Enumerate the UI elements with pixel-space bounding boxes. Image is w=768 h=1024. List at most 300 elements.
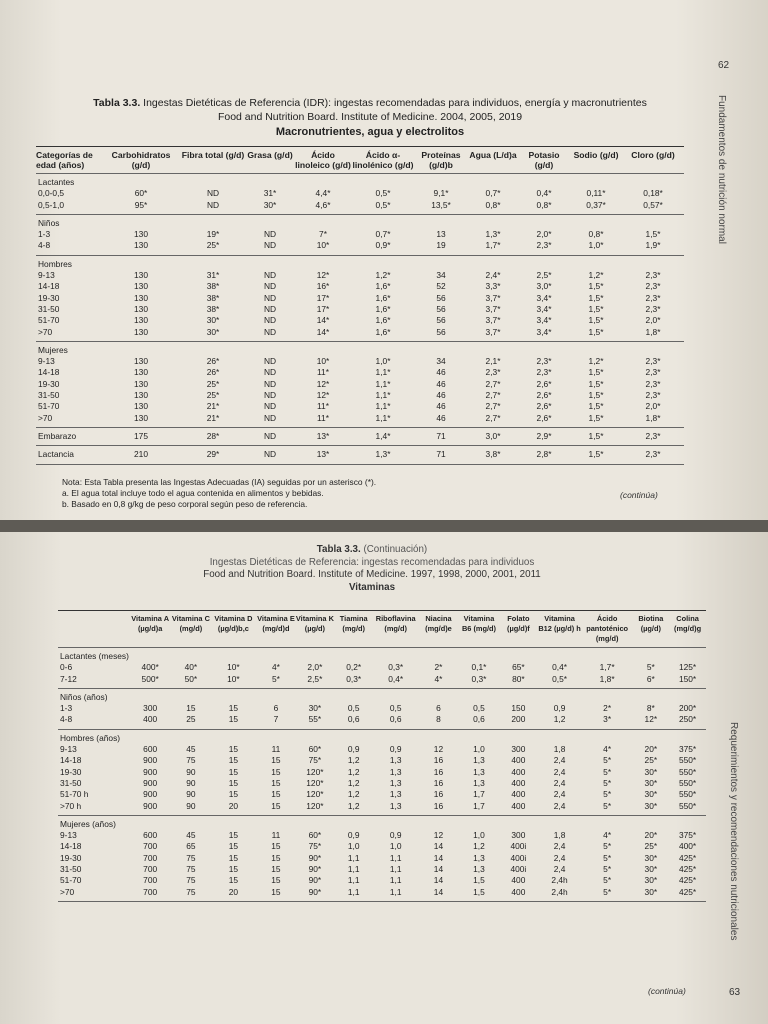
row-label: 1-3 bbox=[38, 229, 51, 240]
table-cell: 19 bbox=[436, 240, 446, 251]
group-label: Hombres bbox=[38, 258, 72, 269]
table-cell: 46 bbox=[436, 412, 446, 423]
table-cell: 2,0* bbox=[536, 229, 552, 240]
table-cell: 11* bbox=[317, 401, 329, 412]
table-notes bbox=[62, 477, 376, 510]
table-cell: 15 bbox=[228, 789, 239, 800]
table-cell: 2,4 bbox=[553, 852, 566, 863]
table-cell: 15 bbox=[271, 766, 281, 777]
table-cell: 1,8* bbox=[645, 412, 661, 423]
table-cell: 0,9 bbox=[347, 830, 360, 841]
table-cell: 0,18* bbox=[643, 188, 663, 199]
column-header: Potasio (g/d) bbox=[528, 150, 560, 170]
table-cell: 55* bbox=[308, 714, 322, 725]
table-cell: 2,3* bbox=[645, 303, 661, 314]
table-cell: ND bbox=[263, 270, 277, 281]
table-row bbox=[58, 688, 706, 729]
row-label: 4-8 bbox=[38, 240, 51, 251]
table-cell: 20 bbox=[228, 800, 239, 811]
column-header: Carbohidratos (g/d) bbox=[111, 150, 171, 170]
table-cell: 3,4* bbox=[536, 315, 552, 326]
table-cell: 16 bbox=[433, 800, 444, 811]
table-cell: 1,3 bbox=[473, 864, 485, 875]
table-cell: 1,8* bbox=[645, 326, 661, 337]
table-cell: 1,0 bbox=[347, 841, 360, 852]
table-row bbox=[58, 815, 706, 901]
table-cell: 11 bbox=[271, 744, 281, 755]
table-cell: ND bbox=[263, 412, 277, 423]
table-cell: 0,8* bbox=[485, 199, 501, 210]
table-cell: 13* bbox=[316, 449, 330, 460]
continued-label: (continúa) bbox=[620, 490, 658, 500]
table-cell: 6 bbox=[273, 703, 279, 714]
row-label: 19-30 bbox=[38, 378, 60, 389]
vitamin-table bbox=[58, 610, 706, 902]
group-label: Lactantes (meses) bbox=[60, 651, 129, 661]
table-cell: 250* bbox=[678, 714, 697, 725]
table-cell: 15 bbox=[271, 864, 281, 875]
table-row bbox=[36, 446, 684, 464]
table-cell: 30* bbox=[206, 326, 220, 337]
table-cell: 120* bbox=[306, 800, 324, 811]
table-cell: 20* bbox=[644, 744, 658, 755]
table-caption bbox=[20, 96, 720, 124]
table-cell: 1,1* bbox=[375, 367, 391, 378]
table-cell: 1,2 bbox=[347, 755, 360, 766]
table-cell: 0,5 bbox=[473, 703, 485, 714]
table-cell: 8* bbox=[646, 703, 655, 714]
table-cell: 25* bbox=[206, 240, 220, 251]
note-a: a. El agua total incluye todo el agua contenida en alimentos y bebidas. bbox=[62, 488, 324, 498]
group-label: Hombres (años) bbox=[60, 732, 121, 743]
table-cell: 90* bbox=[308, 852, 322, 863]
table-cell: 425* bbox=[678, 852, 697, 863]
table-cell: 2,1* bbox=[485, 356, 501, 367]
table-cell: 75 bbox=[186, 864, 196, 875]
table-cell: 30* bbox=[644, 875, 658, 886]
table-row bbox=[36, 214, 684, 255]
table-cell: 400i bbox=[510, 864, 527, 875]
table-cell: 1,8* bbox=[599, 673, 615, 684]
table-cell: 90* bbox=[308, 864, 322, 875]
row-label: 14-18 bbox=[60, 841, 82, 852]
table-cell: 1,1 bbox=[389, 864, 402, 875]
row-label: 1-3 bbox=[60, 703, 73, 714]
table-cell: 1,4* bbox=[375, 430, 391, 441]
table-cell: 550* bbox=[678, 789, 697, 800]
table-cell: 2,3* bbox=[485, 367, 501, 378]
table-cell: 10* bbox=[227, 673, 240, 684]
table-cell: 130 bbox=[134, 303, 148, 314]
table-cell: 0,3* bbox=[388, 662, 404, 673]
table-cell: 1,3 bbox=[389, 755, 402, 766]
table-cell: 0,4* bbox=[536, 188, 552, 199]
table-cell: 1,1 bbox=[389, 875, 402, 886]
table-cell: 15 bbox=[186, 703, 196, 714]
row-label: >70 bbox=[38, 412, 53, 423]
table-cell: 90 bbox=[186, 777, 196, 788]
table-cell: 90* bbox=[308, 875, 322, 886]
table-cell: ND bbox=[263, 240, 277, 251]
table-cell: 6* bbox=[646, 673, 655, 684]
table-cell: 1,6* bbox=[375, 292, 391, 303]
table-cell: 3,7* bbox=[485, 292, 501, 303]
group-label: Niños bbox=[38, 217, 60, 228]
table-cell: 14 bbox=[433, 864, 444, 875]
table-cell: 2,6* bbox=[536, 401, 552, 412]
table-cell: 1,3 bbox=[389, 766, 402, 777]
page-63 bbox=[0, 532, 768, 1024]
table-cell: ND bbox=[263, 303, 277, 314]
column-header: Grasa (g/d) bbox=[247, 150, 293, 160]
table-cell: 1,7* bbox=[485, 240, 501, 251]
row-label: 19-30 bbox=[60, 766, 82, 777]
table-cell: 4,6* bbox=[315, 199, 331, 210]
table-cell: 65 bbox=[186, 841, 196, 852]
table-cell: 2,3* bbox=[645, 356, 661, 367]
table-cell: 1,5* bbox=[588, 315, 604, 326]
group-label: Lactancia bbox=[38, 449, 74, 460]
table-cell: 20* bbox=[644, 830, 658, 841]
table-cell: 26* bbox=[206, 356, 220, 367]
table-cell: 900 bbox=[143, 755, 158, 766]
table-cell: 5* bbox=[603, 800, 612, 811]
running-head: Requerimientos y recomendaciones nutricionales bbox=[728, 722, 739, 941]
table-cell: 0,9 bbox=[347, 744, 360, 755]
table-cell: 130 bbox=[134, 229, 148, 240]
table-cell: 0,4* bbox=[388, 673, 404, 684]
table-cell: 1,2 bbox=[347, 766, 360, 777]
table-cell: 0,9 bbox=[389, 744, 402, 755]
table-cell: 1,1* bbox=[375, 378, 391, 389]
column-header: Ácido pantoténico (mg/d) bbox=[586, 614, 629, 643]
table-cell: 2,0* bbox=[645, 315, 661, 326]
table-cell: 30* bbox=[644, 766, 658, 777]
table-cell: 12 bbox=[433, 830, 444, 841]
table-cell: ND bbox=[206, 199, 220, 210]
table-cell: 2,7* bbox=[485, 401, 501, 412]
table-cell: 300 bbox=[143, 703, 158, 714]
table-cell: 1,5 bbox=[473, 875, 485, 886]
table-cell: 56 bbox=[436, 292, 446, 303]
table-cell: 2,7* bbox=[485, 378, 501, 389]
table-cell: 75* bbox=[308, 841, 322, 852]
table-cell: 1,1* bbox=[375, 412, 391, 423]
table-cell: 2,0* bbox=[645, 401, 661, 412]
table-cell: 375* bbox=[678, 830, 697, 841]
table-cell: 425* bbox=[678, 875, 697, 886]
column-header: Proteínas (g/d)b bbox=[421, 150, 461, 170]
table-cell: 2,4 bbox=[553, 800, 566, 811]
table-cell: 200 bbox=[511, 714, 526, 725]
table-cell: 900 bbox=[143, 800, 158, 811]
table-cell: 1,2* bbox=[588, 356, 604, 367]
row-label: 7-12 bbox=[60, 673, 77, 684]
table-cell: 0,7* bbox=[375, 229, 391, 240]
table-cell: 25* bbox=[206, 378, 220, 389]
table-cell: 0,5* bbox=[375, 188, 391, 199]
table-cell: 130 bbox=[134, 401, 148, 412]
table-cell: 12* bbox=[316, 270, 330, 281]
table-cell: ND bbox=[263, 449, 277, 460]
column-header bbox=[58, 611, 129, 648]
table-cell: 0,3* bbox=[471, 673, 487, 684]
table-cell: 2,4 bbox=[553, 766, 566, 777]
table-cell: 3,3* bbox=[485, 281, 501, 292]
table-cell: 45 bbox=[186, 744, 196, 755]
running-head: Fundamentos de nutrición normal bbox=[716, 95, 727, 244]
row-label: 51-70 bbox=[60, 875, 82, 886]
table-cell: ND bbox=[263, 229, 277, 240]
table-cell: ND bbox=[263, 326, 277, 337]
table-cell: 1,2* bbox=[375, 270, 391, 281]
table-cell: 500* bbox=[141, 673, 159, 684]
row-label: 0,0-0,5 bbox=[38, 188, 65, 199]
table-cell: 130 bbox=[134, 292, 148, 303]
caption-line1: Ingestas Dietéticas de Referencia (IDR): ingestas recomendadas para individuos, energía y macronutrientes bbox=[143, 97, 647, 109]
table-cell: 15 bbox=[228, 714, 239, 725]
table-cell: 29* bbox=[206, 449, 220, 460]
column-header: Ácido linoleico (g/d) bbox=[295, 150, 351, 170]
table-cell: 38* bbox=[206, 303, 220, 314]
table-cell: 4* bbox=[434, 673, 443, 684]
row-label: 14-18 bbox=[38, 367, 60, 378]
table-cell: 2,3* bbox=[536, 240, 552, 251]
table-cell: 130 bbox=[134, 367, 148, 378]
table-cell: 25* bbox=[644, 755, 658, 766]
table-cell: 2,5* bbox=[307, 673, 323, 684]
table-cell: 75 bbox=[186, 755, 196, 766]
table-cell: 1,6* bbox=[375, 315, 391, 326]
table-cell: 550* bbox=[678, 800, 697, 811]
row-label: 31-50 bbox=[38, 303, 60, 314]
table-cell: 14 bbox=[433, 886, 444, 897]
table-cell: 1,9* bbox=[645, 240, 661, 251]
table-cell: 1,3* bbox=[485, 229, 501, 240]
table-cell: 45 bbox=[186, 830, 196, 841]
table-cell: 120* bbox=[306, 777, 324, 788]
table-cell: 400 bbox=[511, 886, 526, 897]
table-cell: 400 bbox=[511, 800, 526, 811]
table-cell: 1,0 bbox=[473, 830, 485, 841]
column-header: Sodio (g/d) bbox=[573, 150, 619, 160]
table-cell: 15 bbox=[271, 800, 281, 811]
table-cell: 1,3 bbox=[389, 789, 402, 800]
table-cell: ND bbox=[263, 281, 277, 292]
row-label: 19-30 bbox=[60, 852, 82, 863]
row-label: 9-13 bbox=[60, 744, 77, 755]
table-cell: 30* bbox=[263, 199, 277, 210]
row-label: 0-6 bbox=[60, 662, 73, 673]
table-cell: 16 bbox=[433, 755, 444, 766]
table-cell: 425* bbox=[678, 886, 697, 897]
table-cell: 4* bbox=[271, 662, 280, 673]
table-cell: 15 bbox=[271, 886, 281, 897]
row-label: >70 h bbox=[60, 800, 82, 811]
table-cell: 2* bbox=[434, 662, 443, 673]
table-cell: 90 bbox=[186, 789, 196, 800]
table-cell: 2* bbox=[603, 703, 612, 714]
table-cell: 2,6* bbox=[536, 378, 552, 389]
table-cell: 52 bbox=[436, 281, 446, 292]
table-cell: ND bbox=[263, 390, 277, 401]
table-cell: 2,6* bbox=[536, 412, 552, 423]
table-cell: 130 bbox=[134, 281, 148, 292]
table-cell: 1,7* bbox=[599, 662, 615, 673]
table-cell: 1,1* bbox=[375, 390, 391, 401]
table-cell: 1,7 bbox=[473, 800, 485, 811]
table-cell: 14 bbox=[433, 852, 444, 863]
table-cell: 130 bbox=[134, 390, 148, 401]
table-cell: 1,3 bbox=[389, 800, 402, 811]
table-cell: 50* bbox=[184, 673, 198, 684]
table-cell: ND bbox=[263, 401, 277, 412]
table-cell: 7* bbox=[319, 229, 327, 240]
table-cell: 16* bbox=[316, 281, 330, 292]
table-cell: 0,9 bbox=[553, 703, 566, 714]
table-cell: 0,7* bbox=[485, 188, 501, 199]
table-cell: 80* bbox=[512, 673, 525, 684]
column-header: Colina (mg/d)g bbox=[674, 614, 702, 633]
table-cell: 15 bbox=[228, 777, 239, 788]
table-cell: 5* bbox=[603, 789, 612, 800]
table-cell: ND bbox=[263, 315, 277, 326]
table-cell: 0,5 bbox=[347, 703, 360, 714]
table-cell: 1,3 bbox=[473, 755, 485, 766]
table-cell: ND bbox=[263, 430, 277, 441]
table-cell: 17* bbox=[316, 303, 330, 314]
table-cell: 900 bbox=[143, 789, 158, 800]
column-header: Folato (µg/d)f bbox=[507, 614, 530, 633]
table-cell: 75 bbox=[186, 852, 196, 863]
table-cell: 0,5* bbox=[375, 199, 391, 210]
table-cell: 1,0 bbox=[389, 841, 402, 852]
table-cell: 1,6* bbox=[375, 326, 391, 337]
page-number: 63 bbox=[729, 987, 741, 998]
table-cell: 1,5* bbox=[588, 401, 604, 412]
table-cell: 2,4 bbox=[553, 841, 566, 852]
column-header: Vitamina D (µg/d)b,c bbox=[214, 614, 253, 633]
column-header: Cloro (g/d) bbox=[631, 150, 675, 160]
table-cell: 130 bbox=[134, 270, 148, 281]
column-header: Agua (L/d)a bbox=[469, 150, 517, 160]
table-cell: 300 bbox=[511, 830, 526, 841]
table-cell: 12 bbox=[433, 744, 444, 755]
table-cell: 1,1 bbox=[347, 875, 360, 886]
table-cell: 200* bbox=[678, 703, 697, 714]
table-cell: 1,3 bbox=[473, 852, 485, 863]
table-cell: 6 bbox=[436, 703, 441, 714]
table-cell: 2,3* bbox=[536, 367, 552, 378]
table-cell: 0,6 bbox=[389, 714, 402, 725]
table-cell: 400i bbox=[510, 841, 527, 852]
table-cell: 11 bbox=[271, 830, 281, 841]
table-cell: 3,8* bbox=[485, 449, 501, 460]
table-cell: 0,1* bbox=[471, 662, 487, 673]
row-label: 51-70 bbox=[38, 315, 60, 326]
table-cell: 300 bbox=[511, 744, 526, 755]
column-header: Niacina (mg/d)e bbox=[425, 614, 452, 633]
row-label: 19-30 bbox=[38, 292, 60, 303]
table-cell: 700 bbox=[143, 875, 158, 886]
table-cell: 3,4* bbox=[536, 326, 552, 337]
table-cell: 700 bbox=[143, 886, 158, 897]
table-cell: 0,6 bbox=[473, 714, 485, 725]
note-ia: Nota: Esta Tabla presenta las Ingestas Adecuadas (IA) seguidas por un asterisco (*). bbox=[62, 477, 377, 487]
row-label: 31-50 bbox=[38, 390, 60, 401]
table-cell: 2,3* bbox=[645, 270, 661, 281]
table-cell: 0,57* bbox=[643, 199, 663, 210]
table-cell: 1,3 bbox=[389, 777, 402, 788]
table-cell: 1,3* bbox=[375, 449, 391, 460]
table-cell: 400 bbox=[511, 777, 526, 788]
table-cell: 15 bbox=[228, 755, 239, 766]
column-header: Ácido α-linolénico (g/d) bbox=[352, 150, 414, 170]
table-cell: 11* bbox=[317, 367, 329, 378]
row-label: 14-18 bbox=[38, 281, 60, 292]
table-cell: 120* bbox=[306, 789, 324, 800]
table-cell: 3,4* bbox=[536, 303, 552, 314]
table-cell: 30* bbox=[644, 864, 658, 875]
table-cell: 2,3* bbox=[645, 449, 661, 460]
column-header: Vitamina A (µg/d)a bbox=[131, 614, 170, 633]
table-cell: 46 bbox=[436, 390, 446, 401]
table-cell: 1,5* bbox=[588, 378, 604, 389]
table-cell: 21* bbox=[206, 412, 220, 423]
caption-label: Tabla 3.3. bbox=[93, 97, 141, 109]
table-cell: 15 bbox=[271, 789, 281, 800]
table-cell: 425* bbox=[678, 864, 697, 875]
table-cell: 90 bbox=[186, 766, 196, 777]
table-cell: 400 bbox=[511, 875, 526, 886]
table-cell: 1,0* bbox=[588, 240, 604, 251]
table-cell: 130 bbox=[134, 412, 148, 423]
table-cell: 31* bbox=[263, 188, 277, 199]
table-cell: 2,3* bbox=[645, 292, 661, 303]
table-cell: 26* bbox=[206, 367, 220, 378]
group-label: Mujeres bbox=[38, 344, 68, 355]
table-cell: 5* bbox=[603, 886, 612, 897]
column-header: Biotina (µg/d) bbox=[638, 614, 664, 633]
table-cell: 0,8* bbox=[536, 199, 552, 210]
table-cell: 28* bbox=[206, 430, 220, 441]
caption-label: Tabla 3.3. bbox=[316, 544, 361, 555]
table-cell: 46 bbox=[436, 401, 446, 412]
group-label: Niños (años) bbox=[60, 691, 108, 702]
table-cell: 1,2 bbox=[347, 789, 360, 800]
table-cell: 700 bbox=[143, 841, 158, 852]
table-cell: 8 bbox=[436, 714, 441, 725]
table-cell: ND bbox=[263, 292, 277, 303]
table-cell: 71 bbox=[436, 449, 446, 460]
table-cell: 2,4 bbox=[553, 755, 566, 766]
table-cell: 10* bbox=[227, 662, 240, 673]
group-label: Lactantes bbox=[38, 177, 75, 187]
note-b: b. Basado en 0,8 g/kg de peso corporal según peso de referencia. bbox=[62, 499, 308, 509]
table-cell: 15 bbox=[271, 875, 281, 886]
table-cell: 5* bbox=[603, 841, 612, 852]
table-cell: 90 bbox=[186, 800, 196, 811]
table-caption bbox=[22, 544, 722, 594]
table-row bbox=[58, 729, 706, 815]
table-cell: 13,5* bbox=[431, 199, 451, 210]
table-cell: 400 bbox=[511, 755, 526, 766]
table-cell: 1,0* bbox=[375, 356, 391, 367]
table-cell: 12* bbox=[644, 714, 658, 725]
caption-line2: Food and Nutrition Board. Institute of Medicine. 1997, 1998, 2000, 2001, 2011 bbox=[203, 569, 541, 580]
row-label: >70 bbox=[60, 886, 75, 897]
table-cell: 2,5* bbox=[536, 270, 552, 281]
